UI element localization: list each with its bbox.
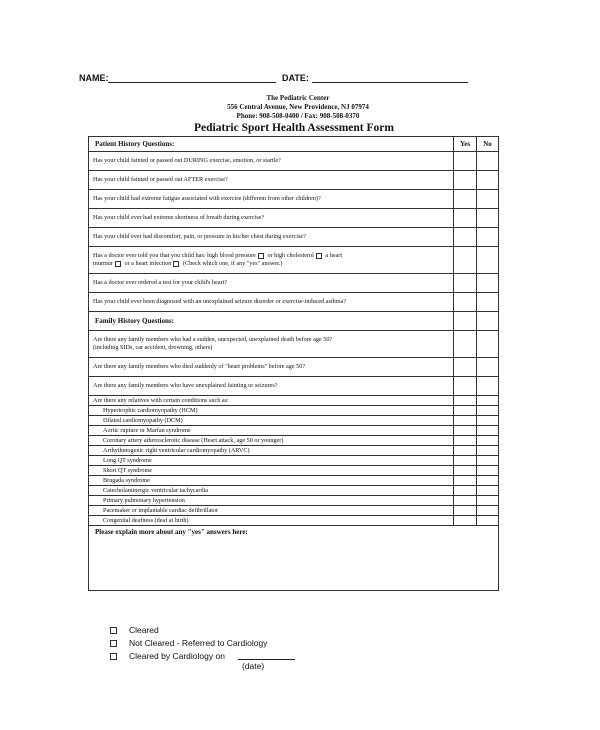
yes-cell[interactable] [454, 228, 477, 247]
yes-cell[interactable] [454, 516, 477, 526]
yes-cell[interactable] [454, 274, 477, 293]
table-row [89, 436, 499, 446]
question-text: Has your child fainted or passed out AFTER exercise? [89, 171, 454, 190]
no-cell[interactable] [477, 228, 499, 247]
no-cell[interactable] [477, 446, 499, 456]
yes-cell[interactable] [454, 293, 477, 312]
table-row [89, 152, 499, 171]
cardiology-date-field[interactable] [238, 650, 295, 660]
no-cell[interactable] [477, 293, 499, 312]
no-cell[interactable] [477, 436, 499, 446]
not-cleared-option[interactable] [110, 638, 267, 648]
cleared-by-cardiology-option[interactable] [110, 651, 225, 661]
cleared-checkbox[interactable] [110, 627, 117, 634]
cleared-by-cardiology-checkbox[interactable] [110, 653, 117, 660]
no-column-header: No [477, 137, 499, 152]
date-label: DATE: [282, 73, 309, 83]
no-cell[interactable] [477, 209, 499, 228]
table-row [89, 416, 499, 426]
table-row [89, 293, 499, 312]
table-row [89, 406, 499, 416]
question-text: Has your child ever had discomfort, pain, or pressure in his/her chest during exercise? [89, 228, 454, 247]
heart-murmur-checkbox[interactable] [115, 261, 121, 267]
yes-cell[interactable] [454, 331, 477, 358]
question-text: Has a doctor ever ordered a test for your child's heart? [89, 274, 454, 293]
question-text: Has your child had extreme fatigue associated with exercise (different from other children)? [89, 190, 454, 209]
table-row [89, 476, 499, 486]
yes-cell[interactable] [454, 171, 477, 190]
no-cell[interactable] [477, 456, 499, 466]
yes-cell[interactable] [454, 456, 477, 466]
family-history-header: Family History Questions: [89, 312, 454, 331]
table-row [89, 209, 499, 228]
no-cell[interactable] [477, 331, 499, 358]
explain-label: Please explain more about any "yes" answers here: [95, 528, 248, 536]
yes-cell[interactable] [454, 436, 477, 446]
no-cell[interactable] [477, 190, 499, 209]
family-question-line2: (including SIDs, car accident, drowning, others) [93, 344, 213, 351]
yes-cell[interactable] [454, 476, 477, 486]
not-cleared-label: Not Cleared - Referred to Cardiology [129, 638, 268, 648]
table-row [89, 228, 499, 247]
no-cell[interactable] [477, 506, 499, 516]
yes-cell[interactable] [454, 152, 477, 171]
date-field[interactable] [312, 73, 468, 83]
condition-item: Coronary artery atherosclerotic disease (Heart attack, age 50 or younger) [89, 436, 454, 446]
yes-cell[interactable] [454, 506, 477, 516]
table-header-row [89, 137, 499, 152]
cleared-label: Cleared [129, 625, 159, 635]
question-text: Has your child fainted or passed out DURING exercise, emotion, or startle? [89, 152, 454, 171]
yes-cell[interactable] [454, 247, 477, 274]
condition-item: Long QT syndrome [89, 456, 454, 466]
yes-cell[interactable] [454, 377, 477, 396]
no-cell[interactable] [477, 476, 499, 486]
question-text: Are there any family members who have unexplained fainting or seizures? [89, 377, 454, 396]
yes-cell[interactable] [454, 446, 477, 456]
center-phone-fax: Phone: 908-508-0400 / Fax: 908-508-0370 [236, 112, 360, 120]
question-text: Has your child ever been diagnosed with an unexplained seizure disorder or exercise-induced asthma? [89, 293, 454, 312]
table-row [89, 358, 499, 377]
bp-question-part4: murmur [93, 260, 113, 267]
table-row [89, 446, 499, 456]
explain-area[interactable] [89, 526, 499, 591]
table-row [89, 516, 499, 526]
no-cell[interactable] [477, 466, 499, 476]
center-address: 556 Central Avenue, New Providence, NJ 07974 [227, 103, 369, 111]
assessment-table [88, 136, 499, 591]
condition-item: Aortic rupture or Marfan syndrome [89, 426, 454, 436]
no-cell[interactable] [477, 516, 499, 526]
table-row [89, 496, 499, 506]
table-row [89, 312, 499, 331]
name-label: NAME: [79, 73, 109, 83]
yes-cell[interactable] [454, 416, 477, 426]
bp-question-part5: or a heart infection [124, 260, 172, 267]
yes-cell [454, 312, 477, 331]
table-row [89, 190, 499, 209]
center-name: The Pediatric Center [266, 94, 330, 102]
not-cleared-checkbox[interactable] [110, 640, 117, 647]
no-cell[interactable] [477, 426, 499, 436]
family-question-line1: Are there any family members who had a sudden, unexpected, unexplained death before age 50? [93, 336, 333, 343]
table-row [89, 171, 499, 190]
condition-item: Brugada syndrome [89, 476, 454, 486]
cleared-by-cardiology-label: Cleared by Cardiology on [129, 651, 225, 661]
yes-column-header: Yes [454, 137, 477, 152]
cleared-option[interactable] [110, 625, 159, 635]
patient-history-header: Patient History Questions: [89, 137, 454, 152]
condition-item: Congenital deafness (deaf at birth) [89, 516, 454, 526]
bp-question-part3: a heart [325, 252, 343, 259]
bp-question [89, 247, 454, 274]
heart-infection-checkbox[interactable] [173, 261, 179, 267]
table-row [89, 466, 499, 476]
yes-cell[interactable] [454, 426, 477, 436]
no-cell[interactable] [477, 416, 499, 426]
bp-question-part6: (Check which one, if any "yes" answer.) [182, 260, 283, 267]
no-cell[interactable] [477, 274, 499, 293]
table-row [89, 274, 499, 293]
table-row [89, 377, 499, 396]
condition-item: Dilated cardiomyopathy (DCM) [89, 416, 454, 426]
high-bp-checkbox[interactable] [258, 253, 264, 259]
no-cell[interactable] [477, 358, 499, 377]
name-field[interactable] [108, 73, 276, 83]
condition-item: Primary pulmonary hypertension [89, 496, 454, 506]
yes-cell[interactable] [454, 486, 477, 496]
table-row [89, 506, 499, 516]
table-row [89, 486, 499, 496]
question-text: Has your child ever had extreme shortness of breath during exercise? [89, 209, 454, 228]
yes-cell[interactable] [454, 406, 477, 416]
condition-item: Catecholaminergic ventricular tachycardia [89, 486, 454, 496]
condition-item: Hypertrophic cardiomyopathy (HCM) [89, 406, 454, 416]
condition-item: Arrhythmogenic right ventricular cardiomyopathy (ARVC) [89, 446, 454, 456]
no-cell [477, 396, 499, 406]
table-row [89, 426, 499, 436]
conditions-header: Are there any relatives with certain conditions such as: [89, 396, 454, 406]
question-text [89, 331, 454, 358]
no-cell[interactable] [477, 171, 499, 190]
no-cell[interactable] [477, 486, 499, 496]
table-row [89, 331, 499, 358]
no-cell [477, 312, 499, 331]
no-cell[interactable] [477, 406, 499, 416]
explain-row [89, 526, 499, 591]
form-title: Pediatric Sport Health Assessment Form [194, 122, 394, 134]
condition-item: Short QT syndrome [89, 466, 454, 476]
table-row [89, 456, 499, 466]
yes-cell[interactable] [454, 466, 477, 476]
yes-cell[interactable] [454, 358, 477, 377]
yes-cell [454, 396, 477, 406]
table-row [89, 396, 499, 406]
bp-question-part1: Has a doctor ever told you that you child has: high blood pressure [93, 252, 256, 259]
yes-cell[interactable] [454, 496, 477, 506]
no-cell[interactable] [477, 377, 499, 396]
date-caption: (date) [242, 661, 265, 671]
yes-cell[interactable] [454, 190, 477, 209]
yes-cell[interactable] [454, 209, 477, 228]
no-cell[interactable] [477, 496, 499, 506]
no-cell[interactable] [477, 152, 499, 171]
no-cell[interactable] [477, 247, 499, 274]
table-row [89, 247, 499, 274]
condition-item: Pacemaker or implantable cardiac defibrillator [89, 506, 454, 516]
bp-question-part2: or high cholesterol [267, 252, 314, 259]
question-text: Are there any family members who died suddenly of "heart problems" before age 50? [89, 358, 454, 377]
high-cholesterol-checkbox[interactable] [316, 253, 322, 259]
